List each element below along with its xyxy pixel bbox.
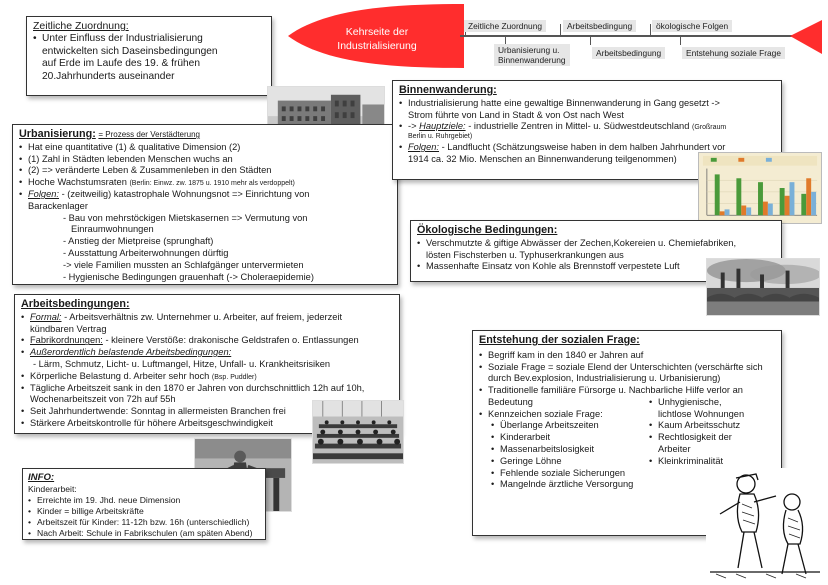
zuordnung-title: Zeitliche Zuordnung: (33, 20, 129, 32)
timeline-tick (650, 24, 651, 36)
list-item: • Industrialisierung hatte eine gewaltige Binnenwanderung in Gang gesetzt -> (399, 98, 775, 110)
list-item: • -> Hauptziele: - industrielle Zentren in Mittel- u. Südwestdeutschland (Großraum (399, 121, 775, 133)
timeline-axis (460, 35, 796, 37)
list-item: • Tägliche Arbeitszeit sank in den 1870 er Jahren von durchschnittlich 12h auf 10h, (21, 383, 393, 395)
timeline-tag: Arbeitsbedingung (592, 47, 665, 59)
list-item: • Körperliche Belastung d. Arbeiter sehr hoch (Bsp. Puddler) (21, 371, 393, 383)
oekologie-title: Ökologische Bedingungen: (417, 224, 558, 236)
timeline-tag: Entstehung soziale Frage (682, 47, 785, 59)
sub-item-cont: Arbeiter (658, 444, 691, 455)
list-item: • Fabrikordnungen: - kleinere Verstöße: drakonische Geldstrafen o. Entlassungen (21, 335, 393, 347)
list-item: • (1) Zahl in Städten lebenden Menschen wuchs an (19, 154, 391, 166)
sub-item: • Geringe Löhne (491, 456, 647, 468)
list-item-cont: 1914 ca. 32 Mio. Menschen an Binnenwanderung teilgenommen) (408, 153, 677, 164)
list-item: • Stärkere Arbeitskontrolle für höhere Arbeitsgeschwindigkeit (21, 418, 393, 430)
list-item: • Traditionelle familiäre Fürsorge u. Nachbarliche Hilfe verlor an (479, 385, 775, 397)
page-title: Kehrseite der Industrialisierung (337, 26, 417, 52)
sub-item: - Hygienische Bedingungen grauenhaft (-> Choleraepidemie) (63, 271, 314, 282)
list-item-cont: lösten Fischsterben u. Typhuserkrankungen aus (426, 249, 624, 260)
list-item-cont: - Lärm, Schmutz, Licht- u. Luftmangel, Hitze, Unfall- u. Krankheitsrisiken (33, 358, 331, 369)
sub-item: • Unhygienische, (649, 397, 744, 409)
soziale-frage-title: Entstehung der sozialen Frage: (479, 334, 640, 346)
list-item: • Nach Arbeit: Schule in Fabrikschulen (am späten Abend) (28, 528, 260, 539)
arbeitsbedingungen-title: Arbeitsbedingungen: (21, 298, 130, 310)
list-item-cont: Berlin u. Ruhrgebiet) (408, 133, 473, 141)
zuordnung-line: auf Erde im Laufe des 19. & frühen (42, 58, 201, 70)
factory-hall-photo (312, 400, 404, 464)
sub-item: • Massenarbeitslosigkeit (491, 444, 647, 456)
urbanisierung-title: Urbanisierung: (19, 128, 96, 140)
sub-item: • Rechtlosigkeit der (649, 432, 744, 444)
timeline-tag: Zeitliche Zuordnung (464, 20, 546, 32)
migration-chart-picture (698, 152, 822, 224)
list-item: • (2) => veränderte Leben & Zusammenleben in den Städten (19, 165, 391, 177)
list-item-cont: Bedeutung (488, 396, 533, 407)
list-item: • Massenhafte Einsatz von Kohle als Brennstoff verpestete Luft (417, 261, 775, 273)
list-item: • Erreichte im 19. Jhd. neue Dimension (28, 495, 260, 506)
list-item: • Kinder = billige Arbeitskräfte (28, 506, 260, 517)
list-item-cont: Barackenlager (28, 200, 88, 211)
urbanisierung-box (12, 124, 398, 285)
list-item: • Folgen: - Landflucht (Schätzungsweise haben in dem halben Jahrhundert vor (399, 142, 775, 154)
caricature-drawing (706, 468, 824, 580)
sub-item: • Kinderarbeit (491, 432, 647, 444)
zuordnung-line: entwickelten sich Daseinsbedingungen (42, 45, 218, 57)
list-item-cont: kündbaren Vertrag (30, 323, 107, 334)
timeline-tag: ökologische Folgen (652, 20, 732, 32)
sub-item: • Überlange Arbeitszeiten (491, 420, 647, 432)
zuordnung-line: 20.Jahrhunderts auseinander (42, 70, 175, 82)
sub-item: • Kaum Arbeitsschutz (649, 420, 744, 432)
sub-item-cont: Einraumwohnungen (71, 224, 154, 235)
timeline-arrow-icon (790, 20, 822, 54)
sub-item: • Mangelnde ärztliche Versorgung (491, 479, 647, 491)
urbanisierung-subtitle: = Prozess der Verstädterung (98, 130, 201, 139)
info-box (22, 468, 266, 540)
list-item-cont: Strom führte von Land in Stadt & von Ost nach West (408, 109, 624, 120)
factory-bridge-photo (706, 258, 820, 316)
sub-item: - Bau von mehrstöckigen Mietskasernen => Vermutung von (63, 212, 308, 223)
info-title: INFO: (28, 472, 55, 483)
zuordnung-box (26, 16, 272, 96)
timeline-tick (590, 36, 591, 45)
list-item: • Verschmutzte & giftige Abwässer der Zechen,Kokereien u. Chemiefabriken, (417, 238, 775, 250)
list-item: • Außerordentlich belastende Arbeitsbedingungen: (21, 347, 393, 359)
sub-item: • Kleinkriminalität (649, 456, 744, 468)
list-item: • Formal: - Arbeitsverhältnis zw. Unternehmer u. Arbeiter, auf freiem, jederzeit (21, 312, 393, 324)
list-item: • Hoche Wachstumsraten (Berlin: Einwz. zw. 1875 u. 1910 mehr als verdoppelt) (19, 177, 391, 189)
list-item: • Folgen: - (zeitweilig) katastrophale Wohnungsnot => Einrichtung von (19, 189, 391, 201)
timeline-tag: Arbeitsbedingung (563, 20, 636, 32)
list-item: • Soziale Frage = soziale Elend der Unterschichten (verschärfte sich (479, 362, 775, 374)
list-item: • Kennzeichen soziale Frage: (479, 409, 647, 421)
list-item-cont: Wochenarbeitszeit von 72h auf 55h (30, 394, 176, 405)
list-item: • Arbeitszeit für Kinder: 11-12h bzw. 16h (unterschiedlich) (28, 517, 260, 528)
list-item: • Begriff kam in den 1840 er Jahren auf (479, 350, 775, 362)
sub-item: • Fehlende soziale Sicherungen (491, 468, 647, 480)
binnenwanderung-title: Binnenwanderung: (399, 84, 497, 96)
sub-item: - Ausstattung Arbeiterwohnungen dürftig (63, 247, 229, 258)
timeline-tag: Urbanisierung u. Binnenwanderung (494, 44, 570, 66)
list-item: • Hat eine quantitative (1) & qualitative Dimension (2) (19, 142, 391, 154)
zuordnung-line: • Unter Einfluss der Industrialisierung (33, 33, 265, 45)
sub-item: -> viele Familien mussten an Schlafgänger untervermieten (63, 259, 304, 270)
sub-item: - Anstieg der Mietpreise (sprunghaft) (63, 236, 214, 247)
info-subtitle: Kinderarbeit: (28, 484, 77, 495)
list-item-cont: durch Bev.explosion, Industrialisierung u. Urbanisierung) (488, 373, 721, 384)
sub-item-cont: lichtlose Wohnungen (658, 408, 745, 419)
timeline-tick (560, 24, 561, 36)
timeline-tick (680, 36, 681, 45)
list-item: • Seit Jahrhundertwende: Sonntag in allermeisten Branchen frei (21, 406, 393, 418)
